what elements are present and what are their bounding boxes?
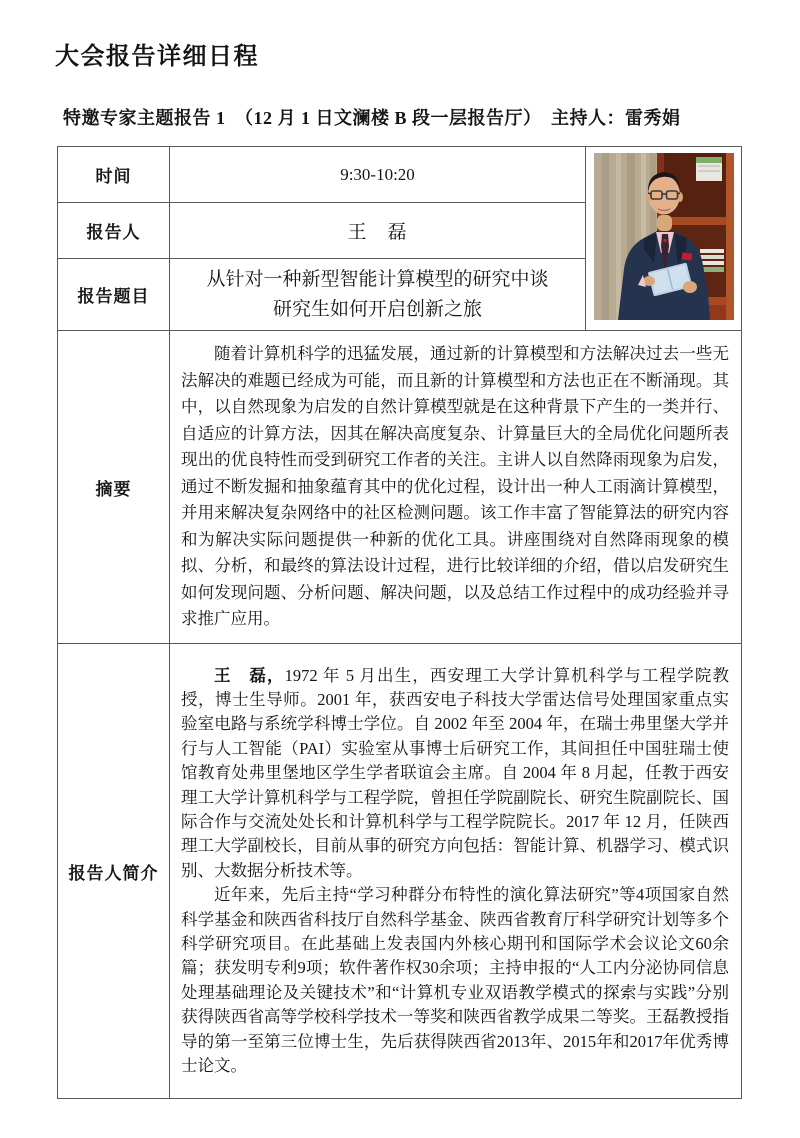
bio-content: [170, 644, 742, 1099]
bio-paragraph-2: 近年来，先后主持“学习种群分布特性的演化算法研究”等4项国家自然科学基金和陕西省科技厅自然科学基金、陕西省教育厅科学研究计划等多个科学研究项目。在此基础上发表国内外核心期刊和国际学术会议论文60余篇；获发明专利9项；软件著作权30余项；主持申报的“人工内分泌协同信息处理基础理论及关键技术”和“计算机专业双语教学模式的探索与实践”分别获得陕西省高等学校科学技术一等奖和陕西省教学成果二等奖。王磊教授指导的第一至第三位博士生，先后获得陕西省2013年、2015年和2017年优秀博士论文。: [181, 885, 730, 1076]
talk-title-line1: 从针对一种新型智能计算模型的研究中谈: [206, 268, 549, 290]
bio-speaker-name-bold: 王 磊，: [214, 665, 285, 685]
table-row-abstract: [58, 331, 742, 644]
speaker-photo-cell: [586, 147, 742, 331]
talk-title-line2: 研究生如何开启创新之旅: [272, 298, 482, 320]
abstract-paragraph: 随着计算机科学的迅猛发展，通过新的计算模型和方法解决过去一些无法解决的难题已经成为可能，而且新的计算模型和方法也正在不断涌现。其中，以自然现象为启发的自然计算模型就是在这种背景下产生的一类并行、自适应的计算方法，因其在解决高度复杂、计算量巨大的全局优化问题所表现出的优良特性而受到研究工作者的关注。主讲人以自然降雨现象为启发，通过不断发掘和抽象蕴育其中的优化过程，设计出一种人工雨滴计算模型，并用来解决复杂网络中的社区检测问题。该工作丰富了智能算法的研究内容和为解决实际问题提供一种新的优化工具。讲座围绕对自然降雨现象的模拟、分析，和最终的算法设计过程，进行比较详细的介绍，借以启发研究生如何发现问题、分析问题、解决问题，以及总结工作过程中的成功经验并寻求推广应用。: [181, 344, 729, 629]
table-row-time: [58, 147, 742, 203]
report-schedule-table: [57, 146, 742, 1099]
talk-title-label: 报告题目: [58, 259, 170, 331]
time-label: 时间: [58, 147, 170, 203]
table-row-bio: [58, 644, 742, 1099]
speaker-label: 报告人: [58, 203, 170, 259]
speaker-name: 王 磊: [170, 203, 586, 259]
talk-title-value: [170, 259, 586, 331]
page-title: 大会报告详细日程: [55, 43, 259, 70]
time-value: 9:30-10:20: [170, 147, 586, 203]
abstract-label: 摘要: [58, 331, 170, 644]
speaker-photo: [594, 153, 734, 320]
bio-paragraph-1: [181, 664, 729, 884]
abstract-content: [170, 331, 742, 644]
session-header: 特邀专家主题报告 1 （12 月 1 日文澜楼 B 段一层报告厅） 主持人：雷秀娟: [63, 108, 681, 128]
bio-label: 报告人简介: [58, 644, 170, 1099]
bio-paragraph-1-text: 1972 年 5 月出生，西安理工大学计算机科学与工程学院教授，博士生导师。2001 年，获西安电子科技大学雷达信号处理国家重点实验室电路与系统学科博士学位。自 2002 年至 2004 年，在瑞士弗里堡大学并行与人工智能（PAI）实验室从事博士后研究工作，其间担任中国驻瑞士使馆教育处弗里堡地区学生学者联谊会主席。自 2004 年 8 月起，任教于西安理工大学计算机科学与工程学院，曾担任学院副院长、研究生院副院长、国际合作与交流处处长和计算机科学与工程学院院长。2017 年 12 月，任陕西理工大学副校长，目前从事的研究方向包括：智能计算、机器学习、模式识别、大数据分析技术等。: [181, 665, 729, 880]
speaker-portrait-illustration: [594, 153, 734, 320]
